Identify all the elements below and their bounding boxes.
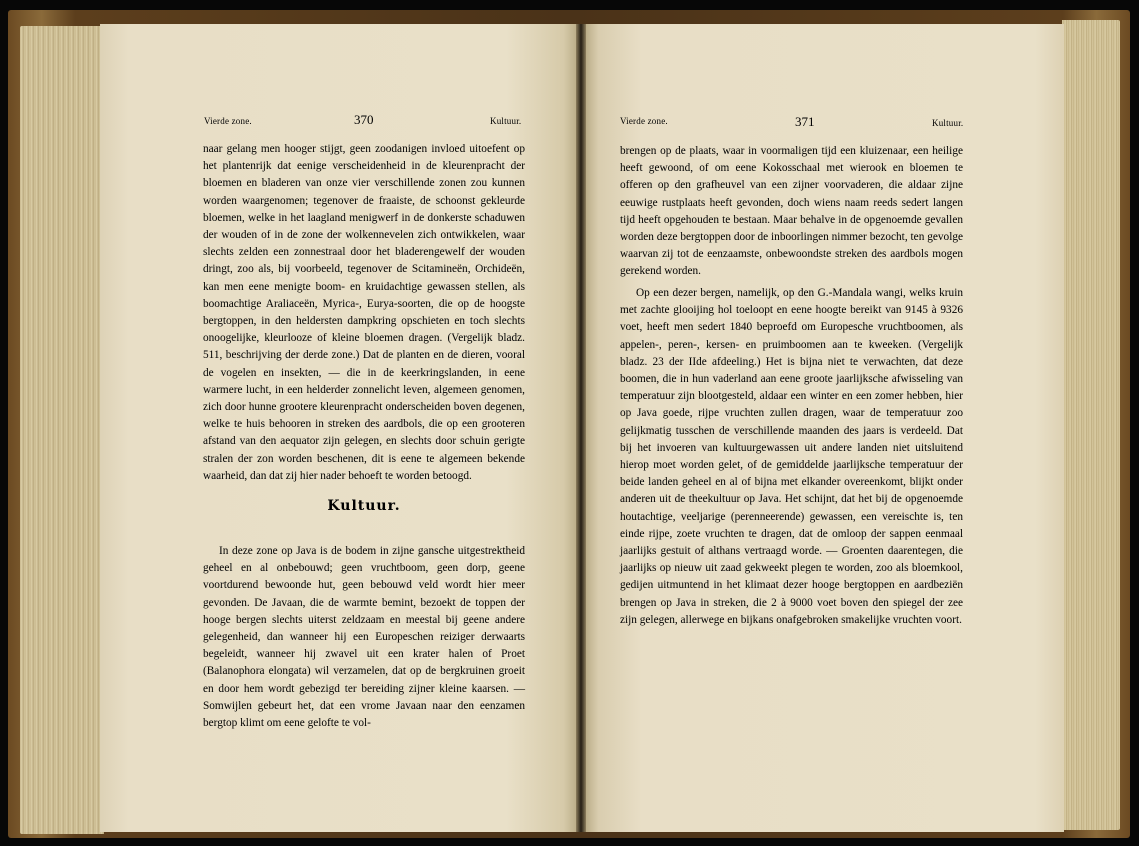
left-running-head-right: Kultuur. (490, 116, 522, 126)
book-gutter (576, 24, 586, 832)
left-paragraph-2 (203, 543, 525, 732)
right-paragraph-2 (620, 285, 963, 629)
right-paragraph-1-text: brengen op de plaats, waar in voormaligen tijd een kluizenaar, een heilige heeft gewoond, of om eene Kokosschaal met wierook en bloemen te offeren op den grafheuvel van een zijner voorvaderen, die aldaar zijne eeuwige rustplaats heeft gevonden, doch wiens naam reeds sedert langen tijd heeft opgehouden te bestaan. Maar behalve in de opgenoemde gevallen worden deze bergtoppen door de inboorlingen nimmer bezocht, ten gevolge waarvan zij tot de eenzaamste, onbewoondste streken des aardbols mogen gerekend worden. (620, 145, 963, 278)
left-page-number: 370 (354, 112, 374, 127)
left-paragraph-1 (203, 141, 525, 485)
section-heading: Kultuur. (327, 498, 401, 514)
right-running-head-left: Vierde zone. (620, 116, 668, 126)
right-paragraph-2-text: Op een dezer bergen, namelijk, op den G.-Mandala wangi, welks kruin met zachte glooijing hol toeloopt en eene hoogte bereikt van 9145 à 9326 voet, heeft men sedert 1840 beproefd om Europesche vruchtboomen, als appelen-, peren-, kersen- en pruimboomen aan te kweeken. (Vergelijk bladz. 23 der IIde afdeeling.) Het is bijna niet te verwachten, dat deze boomen, die in hun vaderland aan eene groote jaarlijksche afwisseling van temperatuur zijn blootgesteld, aldaar een winter en een zomer hebben, hier op Java goede, rijpe vruchten zullen dragen, waar de temperatuur zoo gelijkmatig tusschen de verschillende maanden des jaars is verdeeld. Dat bij het invoeren van kultuurgewassen uit andere landen niet uitsluitend hierop moet worden gelet, of de gemiddelde jaarlijksche temperatuur der beide landen geheel en al of bijna met elkander overeenkomt, blijkt onder anderen uit de theekultuur op Java. Het schijnt, dat het bij de opgenoemde houtachtige, veeljarige (perenneerende) gewassen, een vereischte is, ten einde rijpe, zoete vruchten te dragen, dat de omloop der sappen eenmaal jaarlijks gestuit of althans vertraagd worde. — Groenten daarentegen, die jaarlijks op nieuw uit zaad gekweekt plegen te worden, zoo als bloemkool, gedijen uitmuntend in het klimaat dezer hooge bergtoppen en aardbeziën brengen op Java in streken, die 2 à 9000 voet boven den spiegel der zee zijn gelegen, allerwege en bijkans onafgebroken smakelijke vruchten voort. (620, 287, 963, 626)
right-paragraph-1 (620, 143, 963, 281)
right-page-edges (1062, 20, 1120, 830)
left-page-edges (20, 26, 104, 834)
right-running-head-right: Kultuur. (932, 118, 964, 128)
left-paragraph-2-text: In deze zone op Java is de bodem in zijne gansche uitgestrektheid geheel en al onbebouwd; geen vruchtboom, geen dorp, geene voortdurend bewoonde hut, geen bebouwd veld wordt hier meer gevonden. De Javaan, die de warmte bemint, bezoekt de toppen der hooge bergen slechts uiterst zeldzaam en meestal bij geene andere gelegenheid, dan wanneer hij een Europeschen reiziger derwaarts begeleidt, wanneer hij zwavel uit een krater halen of Proet (Balanophora elongata) wil verzamelen, dat op de bergkruinen groeit en door hem wordt gebezigd ter bereiding zijner kleine kaarsen. — Somwijlen gebeurt het, dat een vrome Javaan naar den eenzamen bergtop klimt om eene gelofte te vol- (203, 545, 525, 730)
left-paragraph-1-text: naar gelang men hooger stijgt, geen zoodanigen invloed uitoefent op het plantenrijk dat eenige verscheidenheid in de kleurenpracht der bloemen en bladeren van onze vier verschillende zonen zou kunnen worden waargenomen; tegenover de fraaiste, de schoonst gekleurde bloemen, welke in het laagland menigwerf in de donkerste schaduwen der wouden of in de zone der wolkennevelen zich ontwikkelen, waar slechts zelden een zonnestraal door het bladerengewelf der wouden dringt, zoo als, bij voorbeeld, tegenover de Scitamineën, Orchideën, kan men eene menigte boom- en kruidachtige gewassen stellen, als boomachtige Araliaceën, Myrica-, Eurya-soorten, die op de hoogste bergtoppen, in den heldersten dampkring opschieten en toch slechts onoogelijke, kleurlooze of kleine bloemen dragen. (Vergelijk bladz. 511, beschrijving der derde zone.) Dat de planten en de dieren, vooral de vogelen en insekten, — die in de keerkringslanden, in eene warmere lucht, in een helderder zonnelicht leven, algemeen genomen, zich door hunne grootere kleurenpracht onderscheiden boven degenen, welke te huis behooren in streken des aardbols, die op een grooteren afstand van den aequator zijn gelegen, en slechts door schuin gerigte stralen der zon worden beschenen, dit is eene te algemeen bekende waarheid, dan dat zij hier nader behoeft te worden betoogd. (203, 143, 525, 482)
left-running-head-left: Vierde zone. (204, 116, 252, 126)
right-page-number: 371 (795, 114, 815, 129)
